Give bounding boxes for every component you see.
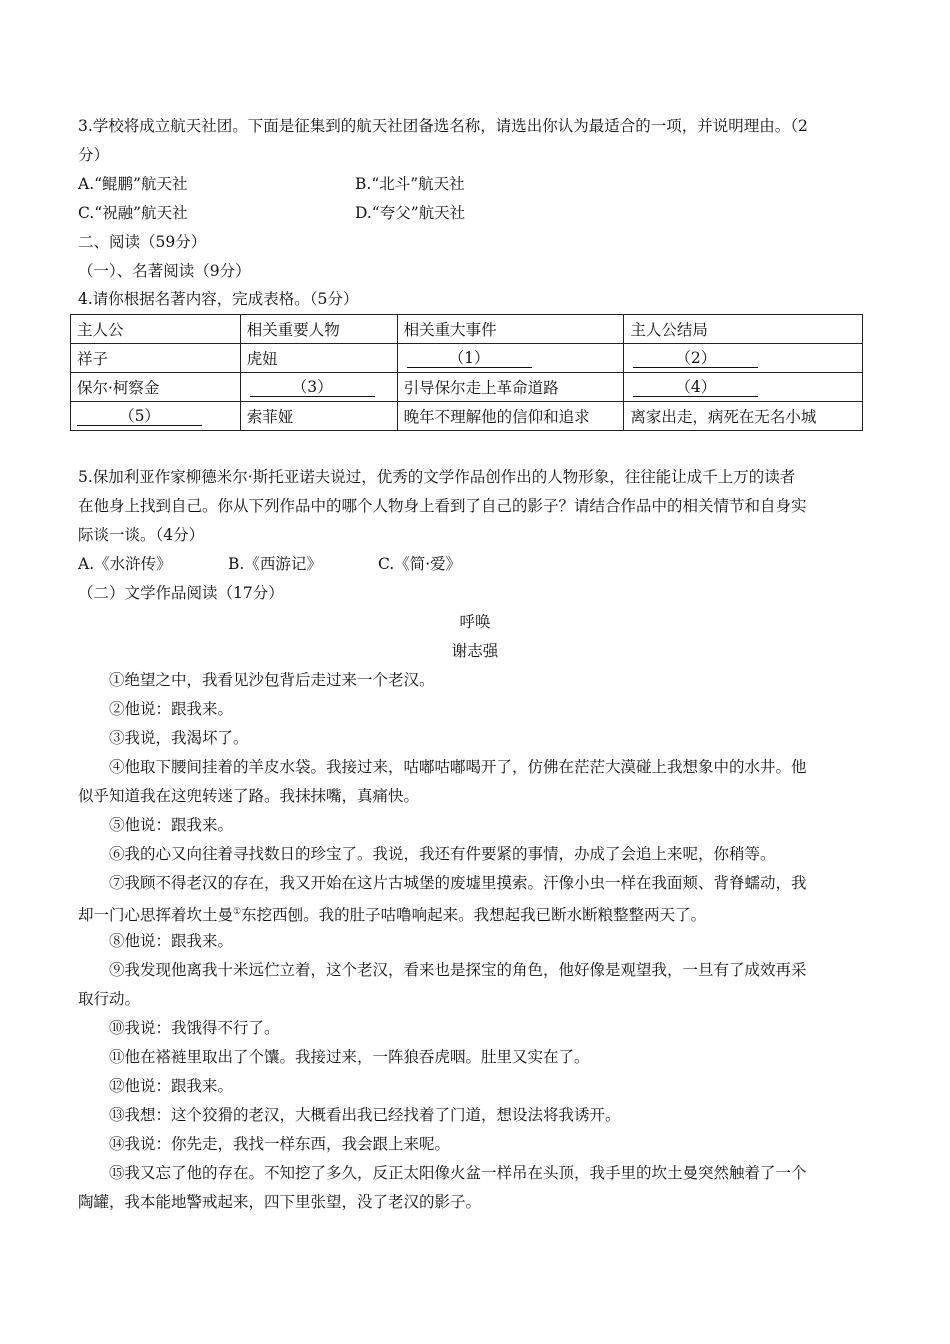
table-cell: 虎妞 — [240, 344, 397, 373]
section-heading-reading: 二、阅读（59分） — [78, 233, 207, 251]
answer-blank-1[interactable]: （1） — [407, 349, 532, 368]
q3-option-a: A.“鲲鹏”航天社 — [78, 175, 188, 193]
footnote-marker: ① — [233, 907, 242, 917]
article-author: 谢志强 — [451, 642, 499, 660]
q3-options-row1 — [78, 173, 878, 195]
paragraph-7-line1: ⑦我顾不得老汉的存在，我又开始在这片古城堡的废墟里摸索。汗像小虫一样在我面颊、背脊蠕动，我 — [109, 874, 807, 892]
q5-option-a: A.《水浒传》 — [78, 555, 172, 573]
table-cell: 索菲娅 — [240, 402, 397, 431]
article-title: 呼唤 — [459, 613, 491, 631]
q5-options — [78, 553, 878, 575]
table-cell — [71, 402, 241, 431]
paragraph-6: ⑥我的心又向往着寻找数日的珍宝了。我说，我还有件要紧的事情，办成了会追上来呢，你稍等。 — [109, 845, 776, 863]
q3-option-c: C.“祝融”航天社 — [78, 204, 188, 222]
paragraph-5: ⑤他说：跟我来。 — [109, 816, 234, 834]
table-cell — [624, 344, 863, 373]
header-protagonist: 主人公 — [71, 315, 241, 344]
q5-stem-line2: 在他身上找到自己。你从下列作品中的哪个人物身上看到了自己的影子？请结合作品中的相关情节和自身实 — [78, 497, 807, 515]
table-cell: 引导保尔走上革命道路 — [397, 373, 624, 402]
paragraph-14: ⑭我说：你先走，我找一样东西，我会跟上来呢。 — [109, 1135, 451, 1153]
q5-stem-line3: 际谈一谈。（4分） — [78, 526, 205, 544]
paragraph-8: ⑧他说：跟我来。 — [109, 932, 234, 950]
table-header-row — [71, 315, 863, 344]
q4-table — [70, 314, 863, 431]
paragraph-2: ②他说：跟我来。 — [109, 700, 234, 718]
paragraph-9-line2: 取行动。 — [78, 990, 141, 1008]
table-cell: 晚年不理解他的信仰和追求 — [397, 402, 624, 431]
q3-stem-line2: 分） — [78, 146, 110, 164]
table-cell: 保尔·柯察金 — [71, 373, 241, 402]
q5-option-c: C.《简·爱》 — [378, 555, 462, 573]
q4-stem: 4.请你根据名著内容，完成表格。（5分） — [78, 290, 359, 308]
answer-blank-3[interactable]: （3） — [250, 378, 375, 397]
table-cell — [240, 373, 397, 402]
table-row — [71, 402, 863, 431]
table-cell: 祥子 — [71, 344, 241, 373]
header-major-event: 相关重大事件 — [397, 315, 624, 344]
paragraph-13: ⑬我想：这个狡猾的老汉，大概看出我已经找着了门道，想设法将我诱开。 — [109, 1106, 621, 1124]
paragraph-4-line1: ④他取下腰间挂着的羊皮水袋。我接过来，咕嘟咕嘟喝开了，仿佛在茫茫大漠碰上我想象中的水井。他 — [109, 758, 807, 776]
q5-stem-line1: 5.保加利亚作家柳德米尔·斯托亚诺夫说过，优秀的文学作品创作出的人物形象，往往能让成千上万的读者 — [78, 468, 796, 486]
paragraph-4-line2: 似乎知道我在这兜转迷了路。我抹抹嘴，真痛快。 — [78, 787, 420, 805]
table-row — [71, 344, 863, 373]
table-cell: 离家出走，病死在无名小城 — [624, 402, 863, 431]
table-row — [71, 373, 863, 402]
subsection-classics: （一）、名著阅读（9分） — [78, 262, 251, 280]
header-ending: 主人公结局 — [624, 315, 863, 344]
table-cell — [624, 373, 863, 402]
paragraph-7-text-b: 东挖西刨。我的肚子咕噜响起来。我想起我已断水断粮整整两天了。 — [241, 906, 707, 925]
paragraph-9-line1: ⑨我发现他离我十米远伫立着，这个老汉，看来也是探宝的角色，他好像是观望我，一旦有了成效再采 — [109, 961, 807, 979]
q3-option-d: D.“夸父”航天社 — [355, 204, 466, 222]
table-cell — [397, 344, 624, 373]
paragraph-3: ③我说，我渴坏了。 — [109, 729, 249, 747]
answer-blank-2[interactable]: （2） — [633, 349, 758, 368]
paragraph-7-text-a: 却一门心思挥着坎土曼 — [78, 906, 234, 925]
paragraph-1: ①绝望之中，我看见沙包背后走过来一个老汉。 — [109, 671, 435, 689]
paragraph-15-line2: 陶罐，我本能地警戒起来，四下里张望，没了老汉的影子。 — [78, 1193, 482, 1211]
paragraph-12: ⑫他说：跟我来。 — [109, 1077, 234, 1095]
q5-option-b: B.《西游记》 — [228, 555, 322, 573]
q3-options-row2 — [78, 202, 878, 224]
q3-option-b: B.“北斗”航天社 — [355, 175, 465, 193]
answer-blank-5[interactable]: （5） — [77, 407, 202, 426]
paragraph-11: ⑪他在褡裢里取出了个馕。我接过来，一阵狼吞虎咽。肚里又实在了。 — [109, 1048, 590, 1066]
q3-stem-line1: 3.学校将成立航天社团。下面是征集到的航天社团备选名称，请选出你认为最适合的一项，并说明理由。（2 — [78, 117, 808, 135]
subsection-literary-reading: （二）文学作品阅读（17分） — [78, 584, 284, 602]
paragraph-15-line1: ⑮我又忘了他的存在。不知挖了多久，反正太阳像火盆一样吊在头顶，我手里的坎土曼突然触着了一个 — [109, 1164, 807, 1182]
header-related-person: 相关重要人物 — [240, 315, 397, 344]
paragraph-10: ⑩我说：我饿得不行了。 — [109, 1019, 280, 1037]
paragraph-7-line2 — [78, 901, 878, 926]
answer-blank-4[interactable]: （4） — [633, 378, 758, 397]
